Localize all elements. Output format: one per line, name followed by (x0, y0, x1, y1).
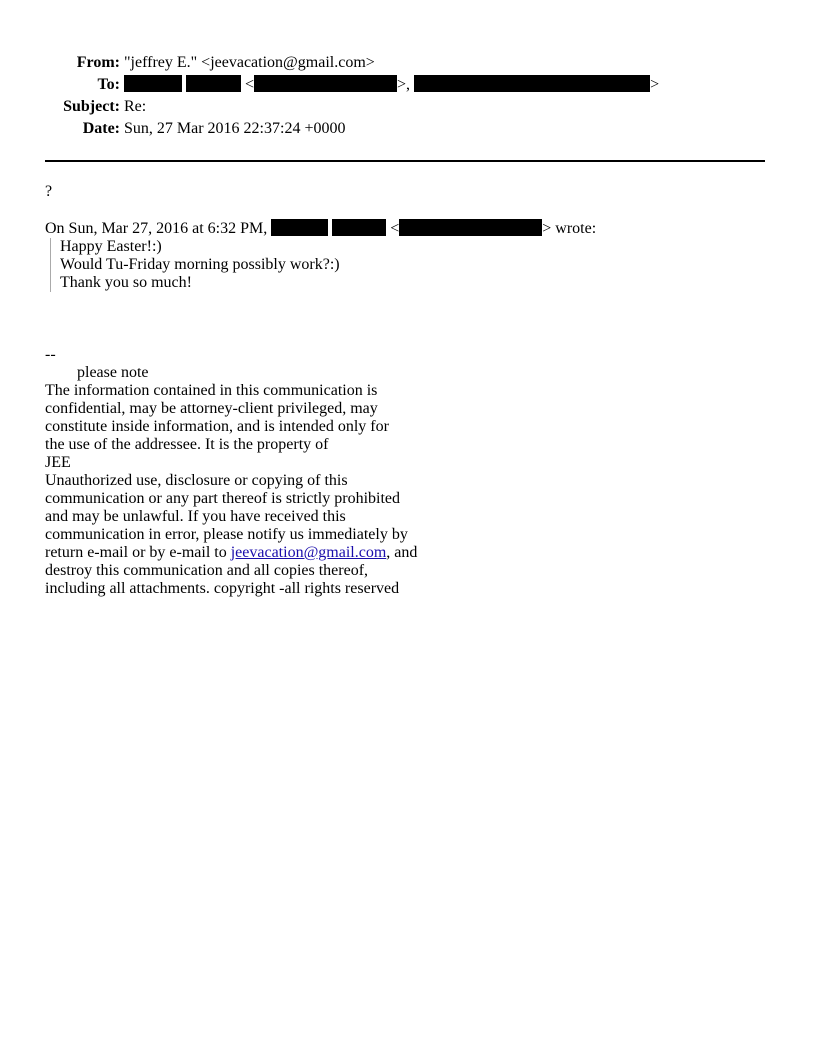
return-suffix: , and (386, 544, 418, 561)
return-prefix: return e-mail or by e-mail to (45, 544, 231, 561)
disclaimer-line (45, 544, 785, 562)
redaction-block (124, 75, 182, 92)
to-value (124, 75, 659, 95)
disclaimer-line: The information contained in this communication is (45, 382, 378, 399)
redaction-block (271, 219, 328, 236)
disclaimer-line: constitute inside information, and is intended only for (45, 418, 389, 435)
disclaimer-line: destroy this communication and all copies thereof, (45, 562, 369, 579)
email-body (45, 183, 785, 598)
signature (45, 346, 785, 598)
to-row (0, 75, 816, 97)
subject-value: Re: (124, 98, 147, 115)
signature-note: please note (77, 364, 149, 381)
disclaimer-line: JEE (45, 454, 71, 471)
from-row (0, 53, 816, 75)
quoted-line: Would Tu-Friday morning possibly work?:) (60, 256, 340, 273)
redaction-block (254, 75, 397, 92)
redaction-block (414, 75, 650, 92)
redaction-block (332, 219, 386, 236)
disclaimer-line: the use of the addressee. It is the property of (45, 436, 329, 453)
quoted-message (50, 238, 785, 292)
subject-row (0, 97, 816, 119)
to-sep: >, (397, 76, 411, 93)
subject-label: Subject: (63, 98, 120, 115)
disclaimer-line: Unauthorized use, disclosure or copying of this (45, 472, 348, 489)
header-divider (45, 160, 765, 162)
to-label: To: (97, 76, 120, 93)
to-end: > (650, 76, 660, 93)
disclaimer-line: including all attachments. copyright -all rights reserved (45, 580, 400, 597)
signature-dashes: -- (45, 346, 56, 363)
disclaimer-line: confidential, may be attorney-client privileged, may (45, 400, 378, 417)
date-row (0, 119, 816, 141)
attribution-suffix: > wrote: (542, 220, 597, 237)
attribution-prefix: On Sun, Mar 27, 2016 at 6:32 PM, (45, 220, 268, 237)
disclaimer-line: and may be unlawful. If you have received this (45, 508, 346, 525)
from-label: From: (76, 54, 120, 71)
redaction-block (186, 75, 241, 92)
attribution-lt: < (390, 220, 400, 237)
date-value: Sun, 27 Mar 2016 22:37:24 +0000 (124, 120, 346, 137)
date-label: Date: (82, 120, 120, 137)
disclaimer-line: communication in error, please notify us immediately by (45, 526, 408, 543)
to-lt: < (245, 76, 255, 93)
email-link[interactable]: jeevacation@gmail.com (230, 544, 387, 561)
quote-attribution (45, 219, 785, 238)
from-value: "jeffrey E." <jeevacation@gmail.com> (124, 54, 375, 71)
quoted-line: Thank you so much! (60, 274, 192, 291)
redaction-block (399, 219, 542, 236)
email-header (0, 53, 816, 141)
reply-text: ? (45, 183, 53, 200)
quoted-line: Happy Easter!:) (60, 238, 162, 255)
disclaimer-line: communication or any part thereof is strictly prohibited (45, 490, 401, 507)
